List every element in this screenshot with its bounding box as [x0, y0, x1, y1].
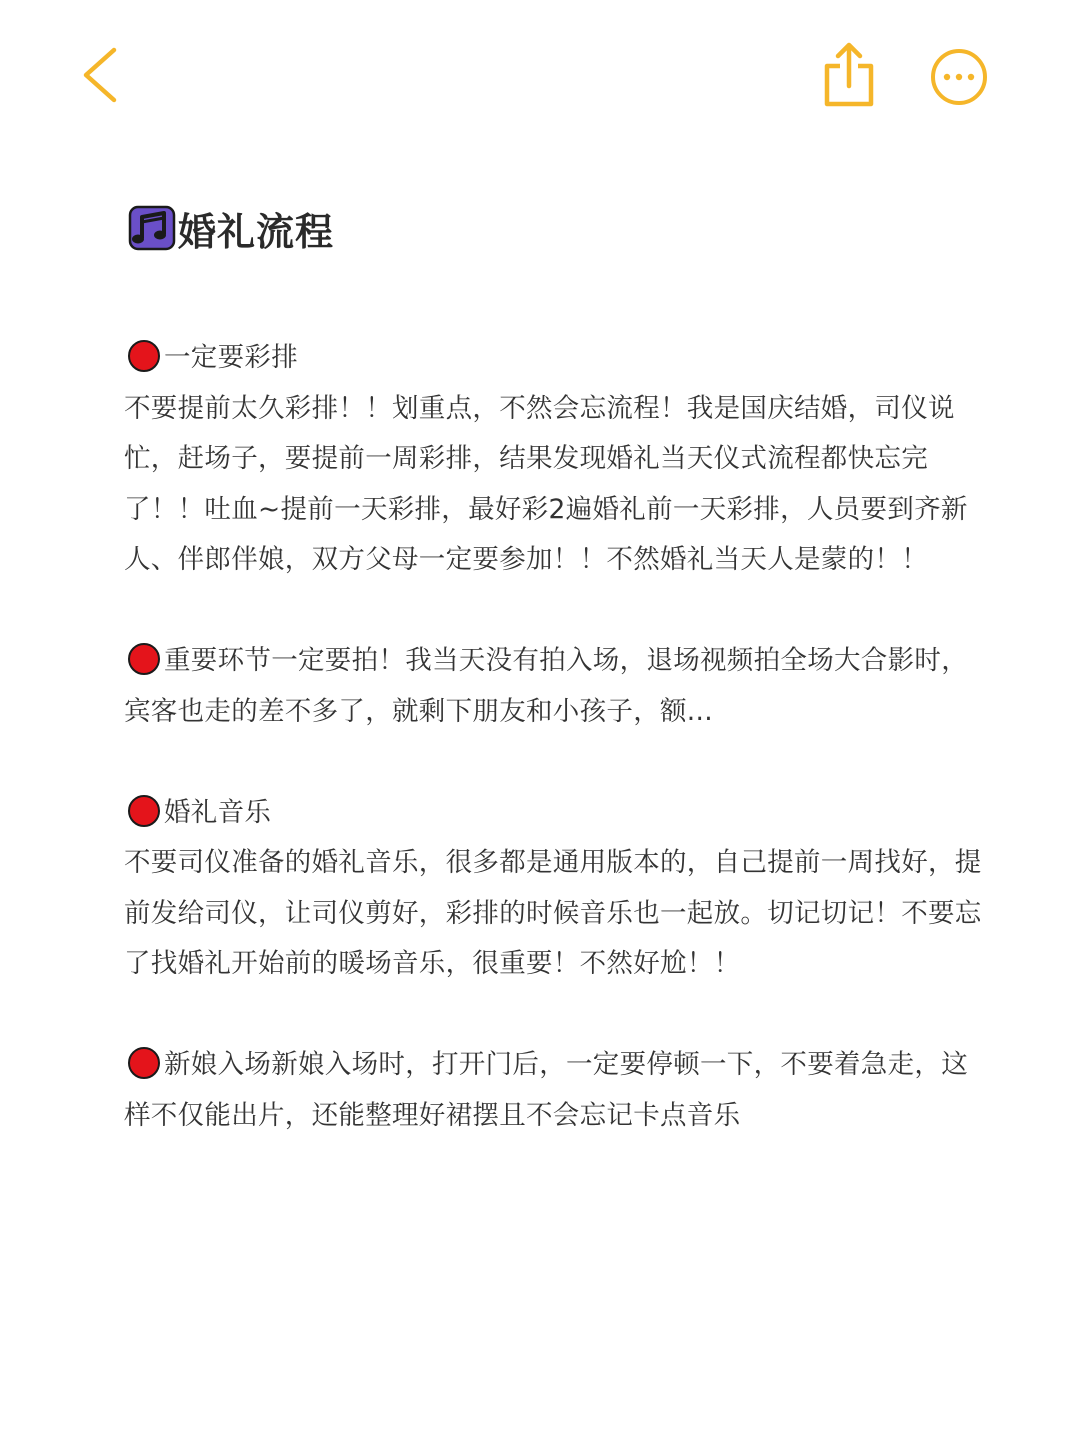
- section-heading: 重要环节一定要拍！: [164, 645, 406, 676]
- note-content[interactable]: [124, 196, 984, 1192]
- section-body: 不要提前太久彩排！！划重点，不然会忘流程！我是国庆结婚，司仪说忙，赶场子，要提前一周彩排，结果发现婚礼当天仪式流程都快忘完了！！吐血~提前一天彩排，最好彩2遍婚礼前一天彩排，人员要到齐新人、伴郎伴娘，双方父母一定要参加！！不然婚礼当天人是蒙的！！: [124, 392, 968, 575]
- section-bride-entrance: [124, 1040, 984, 1141]
- back-button[interactable]: [72, 40, 132, 110]
- section-music: [124, 788, 984, 990]
- red-circle-icon: [128, 795, 160, 827]
- section-body: 我当天没有拍入场，退场视频拍全场大合影时，宾客也走的差不多了，就剩下朋友和小孩子，额...: [124, 645, 969, 727]
- section-heading: 一定要彩排: [164, 342, 298, 373]
- note-body: [124, 333, 984, 1141]
- section-body: 不要司仪准备的婚礼音乐，很多都是通用版本的，自己提前一周找好，提前发给司仪，让司仪剪好，彩排的时候音乐也一起放。切记切记！不要忘了找婚礼开始前的暖场音乐，很重要！不然好尬！！: [124, 847, 982, 979]
- red-circle-icon: [128, 340, 160, 372]
- more-icon: [928, 46, 990, 108]
- section-body: 新娘入场时，打开门后，一定要停顿一下，不要着急走，这样不仅能出片，还能整理好裙摆且不会忘记卡点音乐: [124, 1049, 969, 1131]
- red-circle-icon: [128, 643, 160, 675]
- top-toolbar: [0, 0, 1077, 150]
- chevron-left-icon: [72, 40, 132, 110]
- note-title-row: [124, 196, 984, 260]
- section-heading: 新娘入场: [164, 1049, 272, 1080]
- red-circle-icon: [128, 1047, 160, 1079]
- musical-notes-icon: [128, 204, 176, 252]
- section-heading: 婚礼音乐: [164, 796, 272, 828]
- section-rehearsal: [124, 333, 984, 586]
- section-photography: [124, 636, 984, 737]
- share-icon: [818, 40, 880, 112]
- more-options-button[interactable]: [928, 46, 990, 108]
- note-title: 婚礼流程: [178, 209, 335, 254]
- share-button[interactable]: [818, 40, 880, 112]
